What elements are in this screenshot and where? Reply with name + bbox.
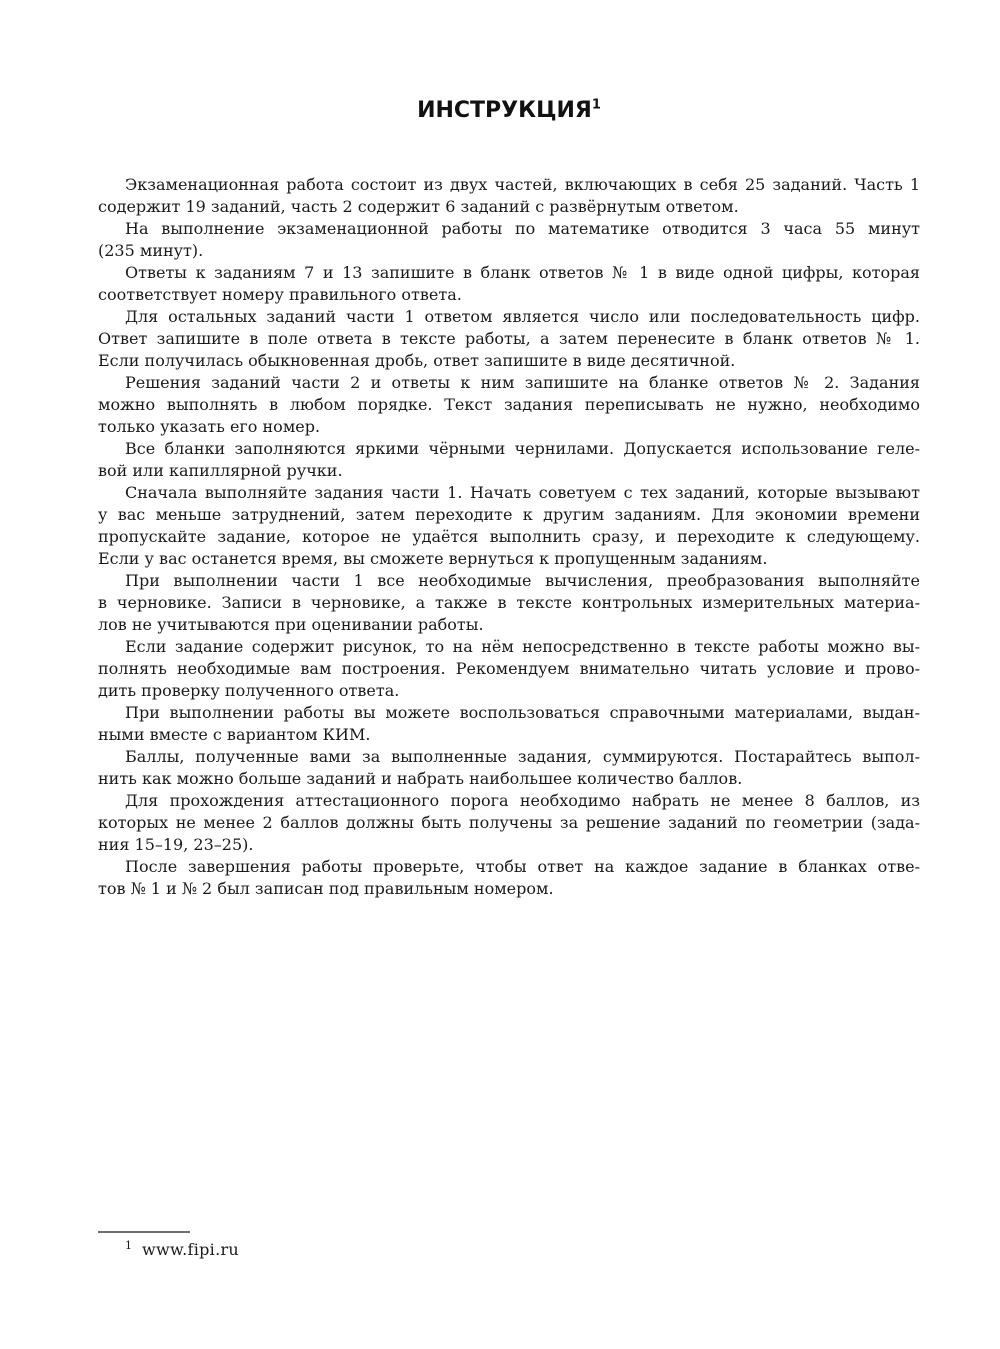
text-line: ными вместе с вариантом КИМ. xyxy=(98,725,371,744)
paragraph xyxy=(98,482,920,570)
paragraph xyxy=(98,218,920,262)
text-line: которых не менее 2 баллов должны быть получены за решение заданий по геометрии (зада- xyxy=(98,813,920,832)
text-line: нить как можно больше заданий и набрать наибольшее количество баллов. xyxy=(98,769,743,788)
page-title xyxy=(98,98,920,124)
page-title-text: ИНСТРУКЦИЯ xyxy=(417,98,592,123)
text-line: Если у вас останется время, вы сможете вернуться к пропущенным заданиям. xyxy=(98,549,768,568)
text-line: Если задание содержит рисунок, то на нём непосредственно в тексте работы можно вы- xyxy=(125,637,920,656)
paragraph xyxy=(98,636,920,702)
text-line: Для прохождения аттестационного порога необходимо набрать не менее 8 баллов, из xyxy=(125,791,920,810)
text-line: Сначала выполняйте задания части 1. Начать советуем с тех заданий, которые вызывают xyxy=(125,483,920,502)
text-line: Для остальных заданий части 1 ответом является число или последовательность цифр. xyxy=(125,307,920,326)
text-line: Ответы к заданиям 7 и 13 запишите в бланк ответов № 1 в виде одной цифры, которая xyxy=(125,263,920,282)
instruction-body xyxy=(98,174,920,900)
paragraph xyxy=(98,702,920,746)
text-line: полнять необходимые вам построения. Рекомендуем внимательно читать условие и прово- xyxy=(98,659,920,678)
paragraph xyxy=(98,570,920,636)
text-line: лов не учитываются при оценивании работы. xyxy=(98,615,484,634)
text-line: тов № 1 и № 2 был записан под правильным номером. xyxy=(98,879,554,898)
text-line: Баллы, полученные вами за выполненные задания, суммируются. Постарайтесь выпол- xyxy=(125,747,920,766)
text-line: Решения заданий части 2 и ответы к ним запишите на бланке ответов № 2. Задания xyxy=(125,373,920,392)
text-line: дить проверку полученного ответа. xyxy=(98,681,400,700)
text-line: ния 15–19, 23–25). xyxy=(98,835,254,854)
text-line: пропускайте задание, которое не удаётся выполнить сразу, и переходите к следующему. xyxy=(98,527,920,546)
footnote-marker: 1 xyxy=(125,1238,132,1252)
text-line: в черновике. Записи в черновике, а также в тексте контрольных измерительных материа- xyxy=(98,593,920,612)
text-line: вой или капиллярной ручки. xyxy=(98,461,343,480)
paragraph xyxy=(98,746,920,790)
title-footnote-marker: 1 xyxy=(591,97,601,113)
paragraph xyxy=(98,438,920,482)
text-line: При выполнении части 1 все необходимые вычисления, преобразования выполняйте xyxy=(125,571,920,590)
text-line: только указать его номер. xyxy=(98,417,321,436)
footnote-url: www.fipi.ru xyxy=(142,1240,240,1259)
text-line: После завершения работы проверьте, чтобы ответ на каждое задание в бланках отве- xyxy=(125,857,920,876)
text-line: можно выполнять в любом порядке. Текст задания переписывать не нужно, необходимо xyxy=(98,395,920,414)
text-line: Ответ запишите в поле ответа в тексте работы, а затем перенесите в бланк ответов № 1. xyxy=(98,329,920,348)
text-line: Экзаменационная работа состоит из двух частей, включающих в себя 25 заданий. Часть 1 xyxy=(125,175,920,194)
paragraph xyxy=(98,372,920,438)
footnote-divider xyxy=(98,1231,190,1233)
text-line: соответствует номеру правильного ответа. xyxy=(98,285,462,304)
paragraph xyxy=(98,856,920,900)
text-line: содержит 19 заданий, часть 2 содержит 6 заданий с развёрнутым ответом. xyxy=(98,197,739,216)
paragraph xyxy=(98,262,920,306)
text-line: На выполнение экзаменационной работы по математике отводится 3 часа 55 минут xyxy=(125,219,920,238)
footnote xyxy=(98,1231,498,1260)
paragraph xyxy=(98,306,920,372)
text-line: у вас меньше затруднений, затем переходите к другим заданиям. Для экономии времени xyxy=(98,505,920,524)
text-line: Если получилась обыкновенная дробь, ответ запишите в виде десятичной. xyxy=(98,351,736,370)
footnote-text-line xyxy=(98,1240,498,1260)
text-line: При выполнении работы вы можете воспользоваться справочными материалами, выдан- xyxy=(125,703,920,722)
paragraph xyxy=(98,790,920,856)
text-line: (235 минут). xyxy=(98,241,204,260)
paragraph xyxy=(98,174,920,218)
text-line: Все бланки заполняются яркими чёрными чернилами. Допускается использование геле- xyxy=(125,439,920,458)
